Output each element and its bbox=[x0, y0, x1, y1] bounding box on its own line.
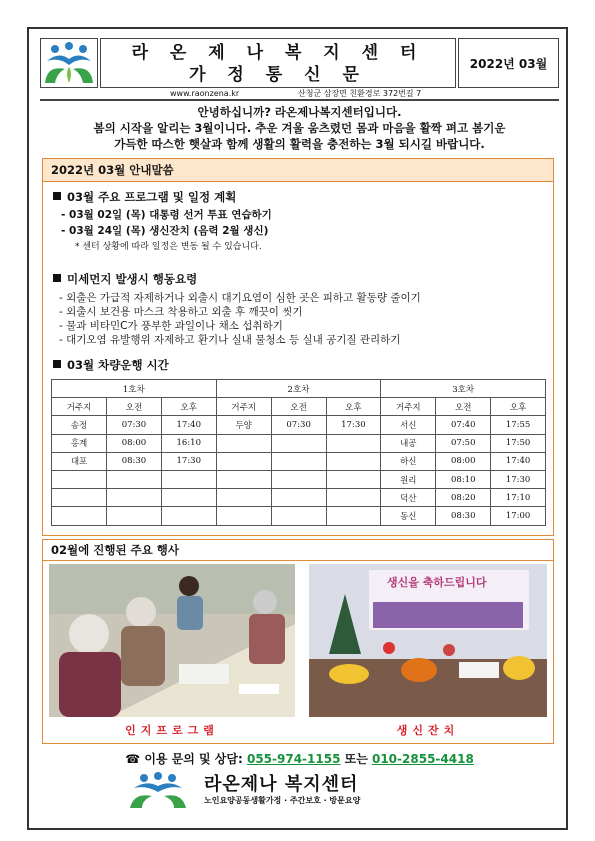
schedule-cell: 08:00 bbox=[436, 452, 491, 470]
schedule-cell bbox=[216, 434, 271, 452]
schedule-cell bbox=[107, 489, 162, 507]
title-box bbox=[100, 38, 456, 88]
schedule-cell: 17:00 bbox=[491, 507, 546, 525]
schedule-cell: 17:30 bbox=[326, 416, 381, 434]
schedule-body bbox=[52, 416, 546, 525]
square-bullet-icon bbox=[53, 192, 61, 200]
schedule-cell bbox=[326, 489, 381, 507]
schedule-cell: 17:40 bbox=[161, 416, 216, 434]
square-bullet-icon bbox=[53, 360, 61, 368]
schedule-cell bbox=[52, 489, 107, 507]
schedule-cell bbox=[271, 489, 326, 507]
schedule-cell: 07:40 bbox=[436, 416, 491, 434]
schedule-cell: 내공 bbox=[381, 434, 436, 452]
schedule-cell bbox=[216, 452, 271, 470]
schedule-cell bbox=[326, 434, 381, 452]
square-bullet-icon bbox=[53, 274, 61, 282]
schedule-row bbox=[52, 507, 546, 525]
column-header: 거주지 bbox=[216, 398, 271, 416]
dust-list bbox=[59, 291, 421, 347]
column-header: 거주지 bbox=[52, 398, 107, 416]
column-header-row bbox=[52, 398, 546, 416]
events-heading: 02월에 진행된 주요 행사 bbox=[43, 540, 553, 561]
schedule-cell: 두양 bbox=[216, 416, 271, 434]
footer-center-name: 라온제나 복지센터 bbox=[204, 774, 359, 795]
caption-birthday-party: 생신잔치 bbox=[396, 724, 460, 737]
schedule-cell: 16:10 bbox=[161, 434, 216, 452]
schedule-cell bbox=[326, 470, 381, 488]
column-header: 오후 bbox=[491, 398, 546, 416]
schedule-cell: 17:30 bbox=[161, 452, 216, 470]
schedule-cell bbox=[326, 452, 381, 470]
column-header: 오후 bbox=[326, 398, 381, 416]
website-url: www.raonzena.kr bbox=[170, 89, 240, 98]
header-subline bbox=[40, 88, 559, 101]
header bbox=[40, 38, 559, 88]
schedule-cell: 원리 bbox=[381, 470, 436, 488]
schedule-row bbox=[52, 452, 546, 470]
birthday-party-photo bbox=[309, 564, 547, 717]
vehicle-title: 03월 차량운행 시간 bbox=[53, 357, 169, 373]
dust-item: - 외출시 보건용 마스크 착용하고 외출 후 깨끗이 씻기 bbox=[59, 306, 303, 318]
schedule-cell: 17:55 bbox=[491, 416, 546, 434]
footer-logo-icon bbox=[128, 772, 188, 810]
schedule-cell: 17:30 bbox=[491, 470, 546, 488]
schedule-cell: 대포 bbox=[52, 452, 107, 470]
greeting bbox=[40, 104, 559, 152]
schedule-row bbox=[52, 416, 546, 434]
dust-item: - 외출은 가급적 자제하거나 외출시 대기요염이 심한 곳은 피하고 활동량 줄이기 bbox=[59, 292, 421, 304]
center-logo bbox=[40, 38, 98, 88]
vehicle-schedule-table bbox=[51, 379, 546, 526]
events-box bbox=[42, 539, 554, 744]
schedule-row bbox=[52, 489, 546, 507]
greeting-line: 가득한 따스한 햇살과 함께 생활의 활력을 충전하는 3월 되시길 바랍니다. bbox=[114, 137, 485, 151]
center-title: 라 온 제 나 복 지 센 터 bbox=[131, 43, 425, 63]
contact-line bbox=[40, 750, 559, 767]
schedule-row bbox=[52, 434, 546, 452]
schedule-cell: 08:30 bbox=[436, 507, 491, 525]
caption-cognitive-program: 인지프로그램 bbox=[125, 724, 219, 737]
programs-title: 03월 주요 프로그램 및 일정 계획 bbox=[53, 189, 236, 205]
contact-label: ☎ 이용 문의 및 상담: bbox=[125, 752, 247, 766]
dust-title: 미세먼지 발생시 행동요령 bbox=[53, 271, 197, 287]
column-header: 거주지 bbox=[381, 398, 436, 416]
dust-item: - 대기오염 유발행위 자제하고 환기나 실내 물청소 등 실내 공기질 관리하기 bbox=[59, 334, 401, 346]
schedule-cell: 송정 bbox=[52, 416, 107, 434]
schedule-cell bbox=[107, 507, 162, 525]
schedule-cell bbox=[326, 507, 381, 525]
schedule-cell: 하신 bbox=[381, 452, 436, 470]
column-header: 오전 bbox=[436, 398, 491, 416]
dust-item: - 물과 비타민C가 풍부한 과일이나 채소 섭취하기 bbox=[59, 320, 283, 332]
contact-separator: 또는 bbox=[340, 752, 372, 766]
schedule-cell bbox=[161, 470, 216, 488]
schedule-cell bbox=[52, 470, 107, 488]
schedule-cell bbox=[216, 470, 271, 488]
schedule-cell: 서신 bbox=[381, 416, 436, 434]
greeting-line: 안녕하십니까? 라온제나복지센터입니다. bbox=[197, 105, 402, 119]
address: 산청군 삼장면 친환경로 372번길 7 bbox=[298, 89, 422, 98]
schedule-cell bbox=[271, 470, 326, 488]
newsletter-title: 가 정 통 신 문 bbox=[189, 65, 367, 85]
schedule-cell: 홍계 bbox=[52, 434, 107, 452]
schedule-cell: 07:30 bbox=[107, 416, 162, 434]
schedule-cell bbox=[161, 489, 216, 507]
greeting-line: 봄의 시작을 알리는 3월이니다. 추운 겨울 움츠렸던 몸과 마음을 활짝 펴고 봄기운 bbox=[93, 121, 506, 135]
schedule-cell: 17:40 bbox=[491, 452, 546, 470]
vehicle-header: 3호차 bbox=[381, 380, 546, 398]
cognitive-program-photo bbox=[49, 564, 295, 717]
phone-number-2[interactable]: 010-2855-4418 bbox=[371, 752, 474, 766]
column-header: 오후 bbox=[161, 398, 216, 416]
notice-box bbox=[42, 158, 554, 536]
vehicle-header: 1호차 bbox=[52, 380, 217, 398]
schedule-cell bbox=[216, 507, 271, 525]
schedule-cell bbox=[271, 452, 326, 470]
schedule-cell: 07:50 bbox=[436, 434, 491, 452]
program-item: - 03월 24일 (목) 생신잔치 (음력 2월 생신) bbox=[61, 225, 269, 237]
schedule-cell: 08:10 bbox=[436, 470, 491, 488]
vehicle-header-row bbox=[52, 380, 546, 398]
schedule-cell: 17:10 bbox=[491, 489, 546, 507]
schedule-cell: 08:30 bbox=[107, 452, 162, 470]
schedule-cell: 17:50 bbox=[491, 434, 546, 452]
vehicle-header: 2호차 bbox=[216, 380, 381, 398]
schedule-cell: 08:00 bbox=[107, 434, 162, 452]
birthday-banner: 생신을 축하드립니다 bbox=[387, 576, 487, 589]
phone-number-1[interactable]: 055-974-1155 bbox=[246, 752, 341, 766]
column-header: 오전 bbox=[271, 398, 326, 416]
schedule-cell bbox=[52, 507, 107, 525]
issue-date: 2022년 03월 bbox=[458, 38, 559, 88]
schedule-cell: 07:30 bbox=[271, 416, 326, 434]
schedule-cell bbox=[107, 470, 162, 488]
schedule-cell bbox=[216, 489, 271, 507]
notice-heading: 2022년 03월 안내말씀 bbox=[43, 159, 553, 182]
program-item: - 03월 02일 (목) 대통령 선거 투표 연습하기 bbox=[61, 209, 272, 221]
column-header: 오전 bbox=[107, 398, 162, 416]
schedule-cell bbox=[271, 507, 326, 525]
schedule-cell bbox=[161, 507, 216, 525]
programs-note: * 센터 상황에 따라 일정은 변동 될 수 있습니다. bbox=[75, 242, 262, 252]
footer-services: 노인요양공동생활가정 · 주간보호 · 방문요양 bbox=[204, 796, 361, 805]
schedule-row bbox=[52, 470, 546, 488]
programs-list bbox=[61, 207, 272, 255]
schedule-cell: 동신 bbox=[381, 507, 436, 525]
schedule-cell: 덕산 bbox=[381, 489, 436, 507]
schedule-cell bbox=[271, 434, 326, 452]
schedule-cell: 08:20 bbox=[436, 489, 491, 507]
